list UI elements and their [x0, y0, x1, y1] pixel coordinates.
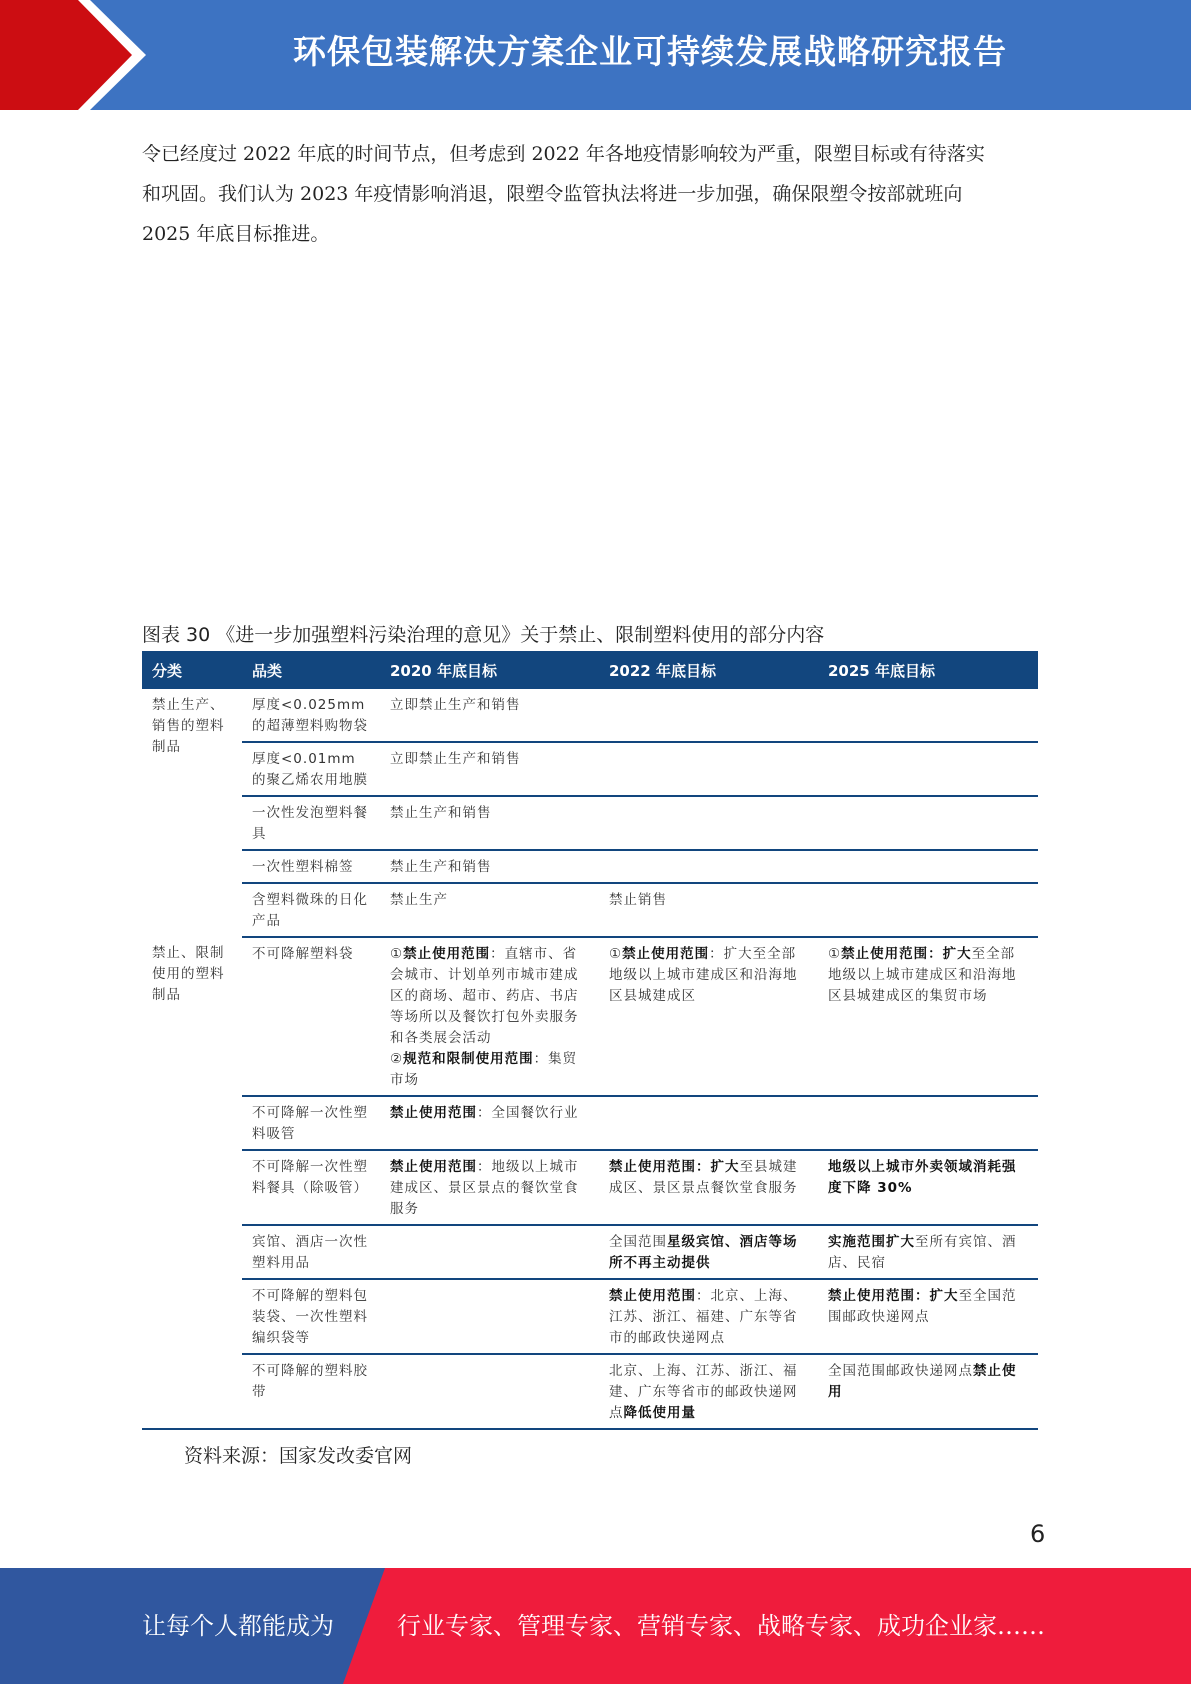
cell-text: ：全国餐饮行业 — [477, 1105, 579, 1121]
intro-line: 和巩固。我们认为 2023 年疫情影响消退，限塑令监管执法将进一步加强，确保限塑令按部就班向 — [142, 183, 963, 205]
target-2025-cell — [818, 689, 1038, 742]
figure-caption: 图表 30 《进一步加强塑料污染治理的意见》关于禁止、限制塑料使用的部分内容 — [142, 624, 825, 646]
bold-label: 规范和限制使用范围 — [403, 1051, 534, 1067]
footer-slogan-left: 让每个人都能成为 — [142, 1612, 334, 1640]
target-2020-cell: 禁止生产和销售 — [380, 850, 599, 883]
item-cell: 一次性发泡塑料餐具 — [242, 796, 380, 850]
target-2020-cell — [380, 1096, 599, 1150]
target-2022-cell — [599, 937, 818, 1096]
cell-text: 至所有宾馆、酒店、民宿 — [828, 1234, 1017, 1271]
target-2020-cell — [380, 1354, 599, 1429]
target-2025-cell — [818, 883, 1038, 937]
intro-line: 令已经度过 2022 年底的时间节点，但考虑到 2022 年各地疫情影响较为严重，限塑目标或有待落实 — [142, 143, 985, 165]
source-note: 资料来源：国家发改委官网 — [184, 1445, 413, 1467]
cell-text: 全国范围邮政快递网点 — [828, 1363, 973, 1379]
header-arrow-icon — [0, 0, 160, 110]
item-cell: 厚度<0.025mm 的超薄塑料购物袋 — [242, 689, 380, 742]
table-row — [142, 883, 1038, 937]
bold-label: 禁止使用范围 — [390, 1105, 477, 1121]
cell-text: 至全国范围邮政快递网点 — [828, 1288, 1017, 1325]
item-cell: 宾馆、酒店一次性塑料用品 — [242, 1225, 380, 1279]
target-2020-cell: 禁止生产和销售 — [380, 796, 599, 850]
target-2025-cell — [818, 1279, 1038, 1354]
cell-text: ：北京、上海、江苏、浙江、福建、广东等省市的邮政快递网点 — [609, 1288, 798, 1346]
target-2020-cell — [380, 1150, 599, 1225]
bold-label: 禁止使用范围 — [403, 946, 491, 962]
target-2020-cell: 立即禁止生产和销售 — [380, 689, 599, 742]
table-row — [142, 1096, 1038, 1150]
item-cell: 厚度<0.01mm 的聚乙烯农用地膜 — [242, 742, 380, 796]
item-cell: 不可降解一次性塑料吸管 — [242, 1096, 380, 1150]
target-2025-cell — [818, 742, 1038, 796]
header-2020: 2020 年底目标 — [380, 651, 599, 689]
target-2020-cell — [380, 1225, 599, 1279]
target-2022-cell — [599, 1150, 818, 1225]
table-row — [142, 796, 1038, 850]
target-2022-cell — [599, 1354, 818, 1429]
cell-text: ：直辖市、省会城市、计划单列市城市建成区的商场、超市、药店、书店等场所以及餐饮打包外卖服务和各类展会活动 — [390, 946, 579, 1046]
item-cell: 一次性塑料棉签 — [242, 850, 380, 883]
bold-label: 禁止使用范围 — [622, 946, 710, 962]
footer-slogan-right: 行业专家、管理专家、营销专家、战略专家、成功企业家…… — [397, 1612, 1045, 1640]
target-2025-cell — [818, 1150, 1038, 1225]
list-marker: ① — [609, 946, 623, 962]
cell-text: ：扩大至全部地级以上城市建成区和沿海地区县城建成区 — [609, 946, 798, 1004]
target-2025-cell — [818, 1096, 1038, 1150]
category-cell: 禁止生产、销售的塑料制品 — [152, 697, 225, 755]
table-row — [142, 937, 1038, 1096]
target-2025-cell — [818, 850, 1038, 883]
cell-text: ：地级以上城市建成区、景区景点的餐饮堂食服务 — [390, 1159, 579, 1217]
bold-label: 降低使用量 — [623, 1405, 696, 1421]
cell-text: ：集贸市场 — [390, 1051, 578, 1088]
target-2020-cell — [380, 937, 599, 1096]
cell-text: 至县城建成区、景区景点餐饮堂食服务 — [609, 1159, 798, 1196]
intro-paragraph — [142, 134, 1052, 254]
target-2025-cell — [818, 1225, 1038, 1279]
target-2022-cell — [599, 796, 818, 850]
list-marker: ① — [828, 946, 842, 962]
target-2025-cell — [818, 1354, 1038, 1429]
cell-text: 至全部地级以上城市建成区和沿海地区县城建成区的集贸市场 — [828, 946, 1017, 1004]
report-title: 环保包装解决方案企业可持续发展战略研究报告 — [293, 32, 1007, 71]
target-2022-cell — [599, 1225, 818, 1279]
item-cell: 不可降解塑料袋 — [242, 937, 380, 1096]
table-row — [142, 1354, 1038, 1429]
page-number: 6 — [1030, 1520, 1046, 1548]
target-2022-cell — [599, 689, 818, 742]
bold-label: 禁止使用范围：扩大 — [828, 1288, 959, 1304]
target-2025-cell — [818, 937, 1038, 1096]
table-row — [142, 1150, 1038, 1225]
table-header-row — [142, 651, 1038, 689]
header-2022: 2022 年底目标 — [599, 651, 818, 689]
header-item: 品类 — [242, 651, 380, 689]
category-cell: 禁止、限制使用的塑料制品 — [142, 937, 242, 1429]
table-row — [142, 1225, 1038, 1279]
table-row — [142, 742, 1038, 796]
target-2020-cell: 立即禁止生产和销售 — [380, 742, 599, 796]
list-marker: ① — [390, 946, 404, 962]
item-cell: 不可降解的塑料包装袋、一次性塑料编织袋等 — [242, 1279, 380, 1354]
target-2022-cell — [599, 850, 818, 883]
bold-label: 实施范围扩大 — [828, 1234, 915, 1250]
bold-label: 禁止使用范围：扩大 — [841, 946, 972, 962]
bold-label: 星级宾馆、酒店等场所不再主动提供 — [609, 1234, 798, 1271]
cell-text: 全国范围 — [609, 1234, 667, 1250]
cell-text: 北京、上海、江苏、浙江、福建、广东等省市的邮政快递网点 — [609, 1363, 798, 1421]
item-cell: 含塑料微珠的日化产品 — [242, 883, 380, 937]
item-cell: 不可降解的塑料胶带 — [242, 1354, 380, 1429]
policy-table — [142, 651, 1038, 1430]
header-category: 分类 — [142, 651, 242, 689]
table-row — [142, 1279, 1038, 1354]
target-2022-cell: 禁止销售 — [599, 883, 818, 937]
item-cell: 不可降解一次性塑料餐具（除吸管） — [242, 1150, 380, 1225]
bold-label: 地级以上城市外卖领域消耗强度下降 30% — [828, 1159, 1017, 1196]
bold-label: 禁止使用范围 — [609, 1288, 696, 1304]
target-2022-cell — [599, 1096, 818, 1150]
intro-line: 2025 年底目标推进。 — [142, 223, 330, 245]
target-2022-cell — [599, 742, 818, 796]
bold-label: 禁止使用范围 — [390, 1159, 477, 1175]
bold-label: 禁止使用范围：扩大 — [609, 1159, 740, 1175]
header-2025: 2025 年底目标 — [818, 651, 1038, 689]
table-row — [142, 689, 1038, 742]
target-2025-cell — [818, 796, 1038, 850]
target-2020-cell: 禁止生产 — [380, 883, 599, 937]
table-row — [142, 850, 1038, 883]
bold-label: 禁止使用 — [828, 1363, 1017, 1400]
target-2022-cell — [599, 1279, 818, 1354]
target-2020-cell — [380, 1279, 599, 1354]
list-marker: ② — [390, 1051, 404, 1067]
